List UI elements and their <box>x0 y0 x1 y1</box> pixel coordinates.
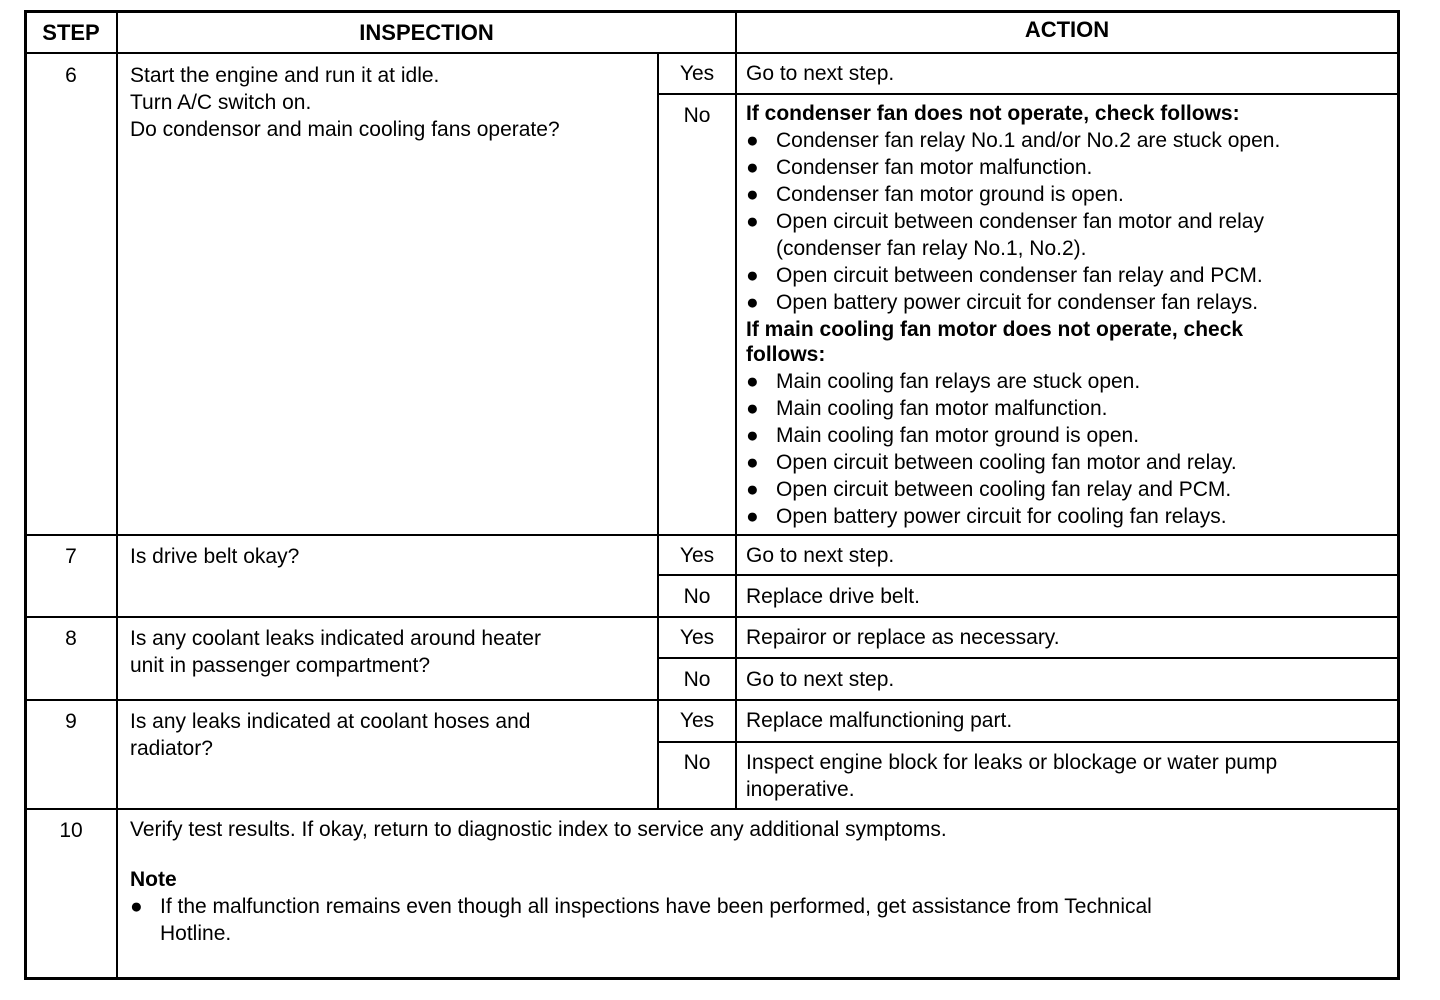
step-6-no-list2-item: ● Open battery power circuit for cooling fan relays. <box>746 505 1227 528</box>
step-9-yes-label: Yes <box>679 709 715 732</box>
step-6-no-heading-2: If main cooling fan motor does not operate, check <box>746 318 1244 341</box>
row7-yes-no-divider <box>657 574 1400 576</box>
bullet-icon: ● <box>746 505 759 528</box>
row7-row8-divider <box>24 616 1400 618</box>
step-6-no-list1-item: ● Open battery power circuit for condenser fan relays. <box>746 291 1259 314</box>
step-6-yes-label: Yes <box>679 62 715 85</box>
step-9-yes-action: Replace malfunctioning part. <box>746 709 1013 732</box>
header-step: STEP <box>42 20 100 45</box>
step-6-no-list2-item: ● Open circuit between cooling fan motor and relay. <box>746 451 1237 474</box>
step-10-note-item: ● If the malfunction remains even though all inspections have been performed, get assistance from Technical <box>130 895 1152 918</box>
bullet-icon: ● <box>746 397 759 420</box>
yesno-action-divider <box>735 52 737 809</box>
step-9-no-action-line-1: Inspect engine block for leaks or blockage or water pump <box>746 751 1278 774</box>
step-6-inspection-line-2: Turn A/C switch on. <box>130 91 312 114</box>
row9-row10-divider <box>24 808 1400 810</box>
step-6-no-list1-item: ● Condenser fan motor malfunction. <box>746 156 1093 179</box>
step-7-yes-action: Go to next step. <box>746 544 895 567</box>
step-9-no-label: No <box>683 751 711 774</box>
row8-row9-divider <box>24 699 1400 701</box>
step-10-number: 10 <box>59 819 83 842</box>
step-6-inspection-line-1: Start the engine and run it at idle. <box>130 64 440 87</box>
step-8-yes-label: Yes <box>679 626 715 649</box>
step-7-no-action: Replace drive belt. <box>746 585 920 608</box>
step-10-note-title: Note <box>130 868 177 891</box>
bullet-icon: ● <box>746 451 759 474</box>
step-6-no-label: No <box>683 104 711 127</box>
step-6-no-list1-item: ● Condenser fan relay No.1 and/or No.2 are stuck open. <box>746 129 1281 152</box>
bullet-icon: ● <box>130 895 143 918</box>
step-9-no-action-line-2: inoperative. <box>746 778 855 801</box>
step-6-no-list1-item-continued: (condenser fan relay No.1, No.2). <box>776 237 1087 260</box>
header-action: ACTION <box>1024 17 1110 42</box>
bullet-icon: ● <box>746 129 759 152</box>
row8-yes-no-divider <box>657 657 1400 659</box>
step-6-no-list1-item: ● Open circuit between condenser fan motor and relay <box>746 210 1264 233</box>
step-column-divider <box>116 10 118 980</box>
bullet-icon: ● <box>746 370 759 393</box>
step-6-yes-action: Go to next step. <box>746 62 895 85</box>
step-9-inspection-line-1: Is any leaks indicated at coolant hoses and <box>130 710 531 733</box>
bullet-icon: ● <box>746 291 759 314</box>
bullet-icon: ● <box>746 183 759 206</box>
step-8-inspection-line-1: Is any coolant leaks indicated around heater <box>130 627 541 650</box>
step-7-yes-label: Yes <box>679 544 715 567</box>
step-10-note-item-continued: Hotline. <box>160 922 232 945</box>
step-10-text: Verify test results. If okay, return to diagnostic index to service any additional symptoms. <box>130 818 947 841</box>
step-6-no-list2-item: ● Main cooling fan relays are stuck open. <box>746 370 1141 393</box>
step-8-inspection-line-2: unit in passenger compartment? <box>130 654 430 677</box>
row9-yes-no-divider <box>657 741 1400 743</box>
step-6-number: 6 <box>65 64 77 87</box>
step-7-no-label: No <box>683 585 711 608</box>
row6-row7-divider <box>24 534 1400 536</box>
step-6-no-heading-2-continued: follows: <box>746 343 826 366</box>
step-9-number: 9 <box>65 710 77 733</box>
step-6-no-list1-item: ● Open circuit between condenser fan relay and PCM. <box>746 264 1263 287</box>
bullet-icon: ● <box>746 478 759 501</box>
step-6-no-list1-item: ● Condenser fan motor ground is open. <box>746 183 1124 206</box>
step-8-number: 8 <box>65 627 77 650</box>
step-6-no-list2-item: ● Open circuit between cooling fan relay and PCM. <box>746 478 1232 501</box>
step-7-inspection: Is drive belt okay? <box>130 545 300 568</box>
row6-yes-no-divider <box>657 93 1400 95</box>
inspection-yesno-divider <box>657 52 659 809</box>
step-6-no-list2-item: ● Main cooling fan motor malfunction. <box>746 397 1108 420</box>
step-8-yes-action: Repairor or replace as necessary. <box>746 626 1060 649</box>
step-9-inspection-line-2: radiator? <box>130 737 213 760</box>
bullet-icon: ● <box>746 156 759 179</box>
step-6-no-heading-1: If condenser fan does not operate, check follows: <box>746 102 1240 125</box>
bullet-icon: ● <box>746 210 759 233</box>
step-8-no-action: Go to next step. <box>746 668 895 691</box>
step-7-number: 7 <box>65 545 77 568</box>
header-inspection: INSPECTION <box>359 20 494 45</box>
step-6-no-list2-item: ● Main cooling fan motor ground is open. <box>746 424 1140 447</box>
step-6-inspection-line-3: Do condensor and main cooling fans operate? <box>130 118 560 141</box>
bullet-icon: ● <box>746 424 759 447</box>
step-8-no-label: No <box>683 668 711 691</box>
bullet-icon: ● <box>746 264 759 287</box>
